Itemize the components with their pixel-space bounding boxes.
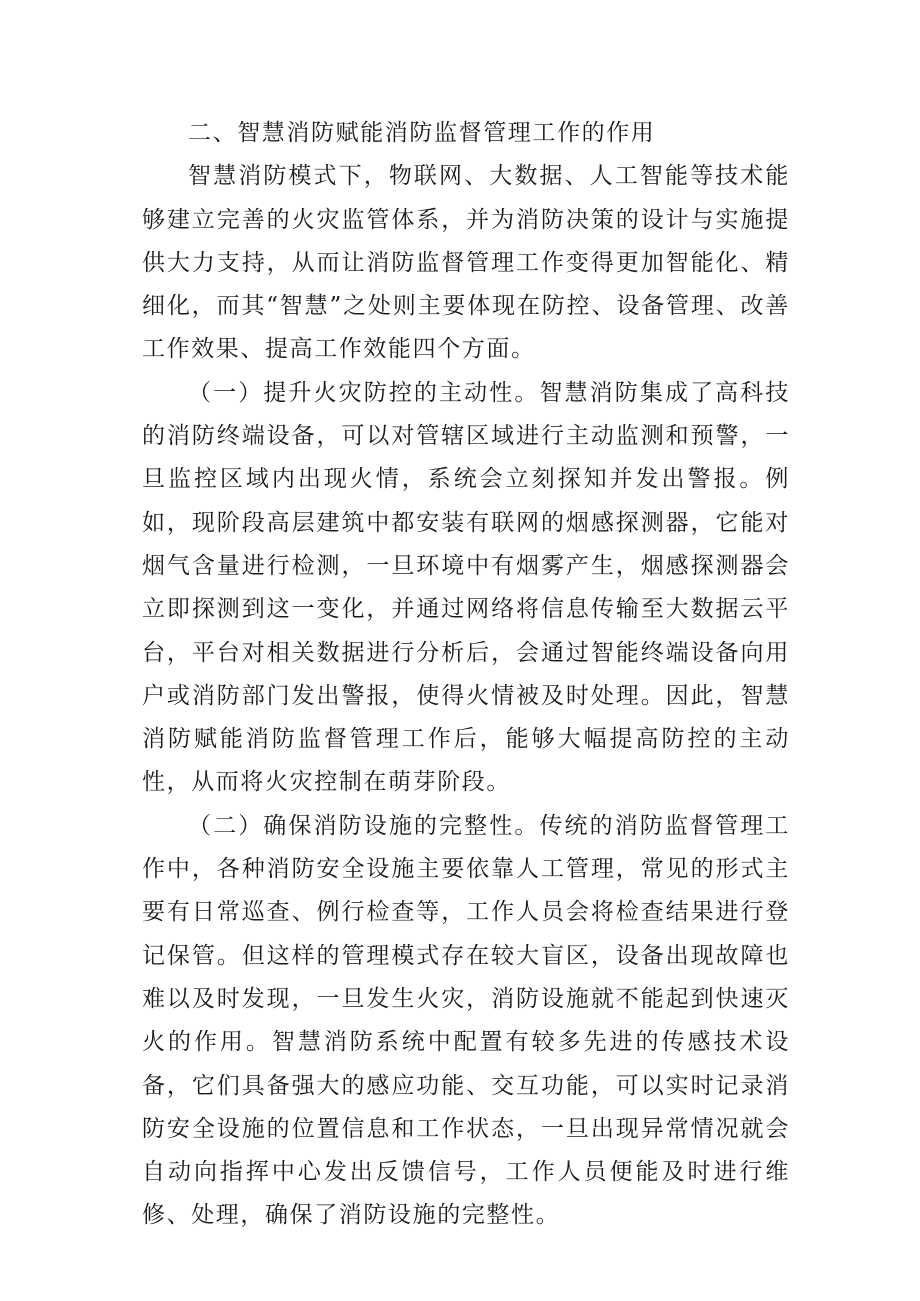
paragraph-fire-prevention: （一）提升火灾防控的主动性。智慧消防集成了高科技的消防终端设备，可以对管辖区域进行主动监测和预警，一旦监控区域内出现火情，系统会立刻探知并发出警报。例如，现阶段高层建筑中都安装有联网的烟感探测器，它能对烟气含量进行检测，一旦环境中有烟雾产生，烟感探测器会立即探测到这一变化，并通过网络将信息传输至大数据云平台，平台对相关数据进行分析后，会通过智能终端设备向用户或消防部门发出警报，使得火情被及时处理。因此，智慧消防赋能消防监督管理工作后，能够大幅提高防控的主动性，从而将火灾控制在萌芽阶段。 xyxy=(142,379,790,796)
paragraph-facility-integrity: （二）确保消防设施的完整性。传统的消防监督管理工作中，各种消防安全设施主要依靠人工管理，常见的形式主要有日常巡查、例行检查等，工作人员会将检查结果进行登记保管。但这样的管理模式存在较大盲区，设备出现故障也难以及时发现，一旦发生火灾，消防设施就不能起到快速灭火的作用。智慧消防系统中配置有较多先进的传感技术设备，它们具备强大的感应功能、交互功能，可以实时记录消防安全设施的位置信息和工作状态，一旦出现异常情况就会自动向指挥中心发出反馈信号，工作人员便能及时进行维修、处理，确保了消防设施的完整性。 xyxy=(142,812,790,1229)
paragraph-intro: 智慧消防模式下，物联网、大数据、人工智能等技术能够建立完善的火灾监管体系，并为消防决策的设计与实施提供大力支持，从而让消防监督管理工作变得更加智能化、精细化，而其“智慧”之处则主要体现在防控、设备管理、改善工作效果、提高工作效能四个方面。 xyxy=(142,163,790,363)
section-heading: 二、智慧消防赋能消防监督管理工作的作用 xyxy=(188,120,656,146)
document-body xyxy=(142,112,790,1238)
